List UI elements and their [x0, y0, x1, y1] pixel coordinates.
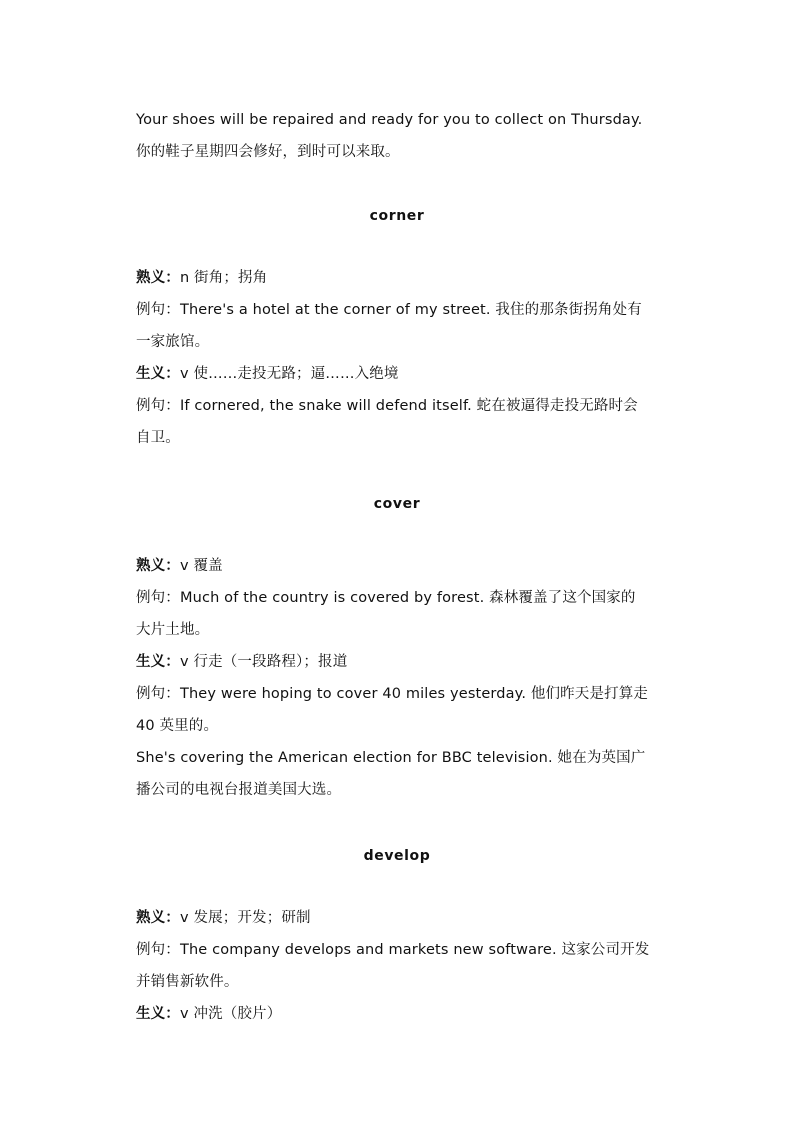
intro-english-sentence: Your shoes will be repaired and ready for you to collect on Thursday. — [136, 112, 643, 128]
intro-chinese-translation: 你的鞋子星期四会修好，到时可以来取。 — [136, 144, 400, 160]
familiar-meaning-text: v 覆盖 — [179, 558, 223, 574]
corner-new-meaning — [136, 364, 666, 384]
familiar-meaning-label: 熟义： — [136, 270, 180, 286]
new-meaning-label: 生义： — [136, 654, 180, 670]
develop-familiar-example — [136, 940, 666, 960]
corner-familiar-meaning — [136, 268, 666, 288]
word-heading-cover: cover — [373, 496, 421, 512]
example-text: There's a hotel at the corner of my street. 我住的那条街拐角处有 — [179, 302, 642, 318]
new-meaning-label: 生义： — [136, 366, 180, 382]
example-label: 例句： — [136, 302, 180, 318]
familiar-meaning-label: 熟义： — [136, 558, 180, 574]
example-label: 例句： — [136, 398, 180, 414]
example-text: They were hoping to cover 40 miles yesterday. 他们昨天是打算走 — [179, 686, 649, 702]
cover-new-meaning — [136, 652, 666, 672]
cover-extra-example-cont: 播公司的电视台报道美国大选。 — [136, 782, 342, 798]
example-label: 例句： — [136, 590, 180, 606]
familiar-meaning-text: n 街角；拐角 — [179, 270, 268, 286]
develop-new-meaning — [136, 1004, 666, 1024]
example-text: The company develops and markets new software. 这家公司开发 — [179, 942, 650, 958]
familiar-meaning-label: 熟义： — [136, 910, 180, 926]
new-meaning-text: v 使……走投无路；逼……入绝境 — [179, 366, 399, 382]
cover-familiar-example-cont: 大片土地。 — [136, 622, 210, 638]
word-heading-develop: develop — [363, 848, 431, 864]
cover-familiar-example — [136, 588, 666, 608]
new-meaning-text: v 行走（一段路程）；报道 — [179, 654, 348, 670]
example-text: Much of the country is covered by forest. 森林覆盖了这个国家的 — [179, 590, 636, 606]
corner-familiar-example — [136, 300, 666, 320]
develop-familiar-example-cont: 并销售新软件。 — [136, 974, 239, 990]
corner-familiar-example-cont: 一家旅馆。 — [136, 334, 210, 350]
new-meaning-text: v 冲洗（胶片） — [179, 1006, 282, 1022]
develop-familiar-meaning — [136, 908, 666, 928]
new-meaning-label: 生义： — [136, 1006, 180, 1022]
word-heading-corner: corner — [369, 208, 425, 224]
cover-extra-example: She's covering the American election for BBC television. 她在为英国广 — [136, 750, 646, 766]
cover-new-example — [136, 684, 666, 704]
example-text: If cornered, the snake will defend itself. 蛇在被逼得走投无路时会 — [179, 398, 638, 414]
cover-new-example-cont: 40 英里的。 — [136, 718, 219, 734]
corner-new-example — [136, 396, 666, 416]
cover-familiar-meaning — [136, 556, 666, 576]
example-label: 例句： — [136, 942, 180, 958]
example-label: 例句： — [136, 686, 180, 702]
familiar-meaning-text: v 发展；开发；研制 — [179, 910, 311, 926]
corner-new-example-cont: 自卫。 — [136, 430, 180, 446]
